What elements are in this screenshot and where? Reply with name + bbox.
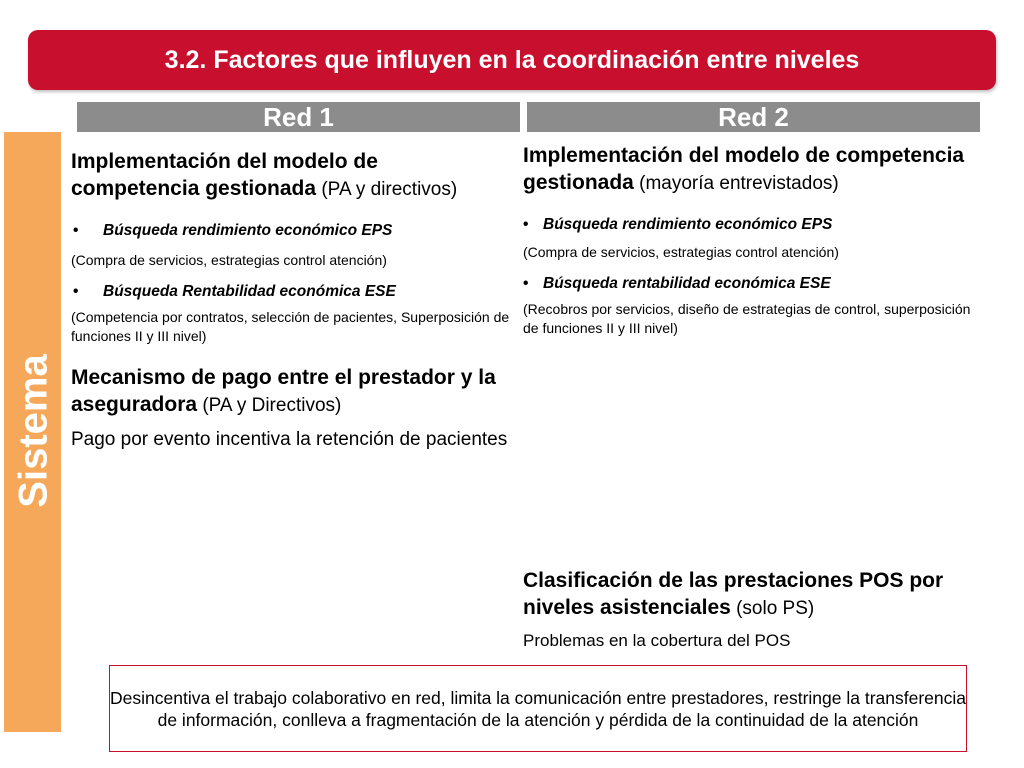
red1-bullet-1-text: Búsqueda rendimiento económico EPS — [103, 222, 393, 239]
red2-bullet-1 — [523, 215, 973, 235]
red2-heading-2-bold: Clasificación de las prestaciones POS por niveles asistenciales — [523, 569, 944, 619]
conclusion-text: Desincentiva el trabajo colaborativo en red, limita la comunicación entre prestadores, restringe la transferencia de información, conlleva a fragmentación de la atención y pérdida de la continuidad de la atención — [110, 687, 966, 730]
bullet-icon: • — [523, 216, 529, 233]
red1-heading-2-bold: Mecanismo de pago entre el prestador y la aseguradora — [71, 366, 496, 416]
red2-heading-2-rest: (solo PS) — [730, 598, 815, 619]
red2-note-1: (Compra de servicios, estrategias control atención) — [523, 244, 839, 260]
column-header-red2: Red 2 — [527, 102, 980, 132]
bullet-icon: • — [523, 275, 529, 292]
red2-bullet-2-text: Búsqueda rentabilidad económica ESE — [543, 275, 831, 292]
red2-bullet-2 — [523, 274, 973, 294]
red2-heading-2 — [523, 567, 993, 622]
title-banner — [28, 30, 996, 90]
red1-heading-1-bold: Implementación del modelo de competencia gestionada — [71, 150, 378, 200]
conclusion-box — [109, 665, 967, 752]
red2-paragraph: Problemas en la cobertura del POS — [523, 631, 791, 650]
red1-paragraph: Pago por evento incentiva la retención de pacientes — [71, 429, 508, 450]
column-red2-lower — [523, 567, 993, 653]
side-label-sistema: Sistema — [11, 354, 56, 508]
column-header-red1: Red 1 — [77, 102, 520, 132]
page-title: 3.2. Factores que influyen en la coordinación entre niveles — [164, 45, 860, 74]
column-red2 — [523, 142, 973, 338]
red1-heading-1 — [71, 148, 511, 203]
red2-heading-1-rest: (mayoría entrevistados) — [633, 173, 839, 194]
bullet-icon: • — [73, 283, 79, 300]
red1-bullet-2 — [71, 282, 511, 302]
red1-note-2: (Competencia por contratos, selección de pacientes, Superposición de funciones II y III nivel) — [71, 309, 510, 344]
red2-note-2: (Recobros por servicios, diseño de estrategias de control, superposición de funciones II y III nivel) — [523, 301, 971, 336]
red2-bullet-1-text: Búsqueda rendimiento económico EPS — [543, 216, 833, 233]
red1-heading-1-rest: (PA y directivos) — [316, 179, 458, 200]
red1-note-1: (Compra de servicios, estrategias control atención) — [71, 252, 387, 268]
red1-heading-2 — [71, 364, 511, 419]
column-red1 — [71, 148, 511, 452]
red1-heading-2-rest: (PA y Directivos) — [197, 395, 342, 416]
red2-heading-1 — [523, 142, 973, 197]
red2-heading-1-bold: Implementación del modelo de competencia gestionada — [523, 144, 965, 194]
red1-bullet-1 — [71, 221, 511, 241]
red1-bullet-2-text: Búsqueda Rentabilidad económica ESE — [103, 283, 396, 300]
bullet-icon: • — [73, 222, 79, 239]
